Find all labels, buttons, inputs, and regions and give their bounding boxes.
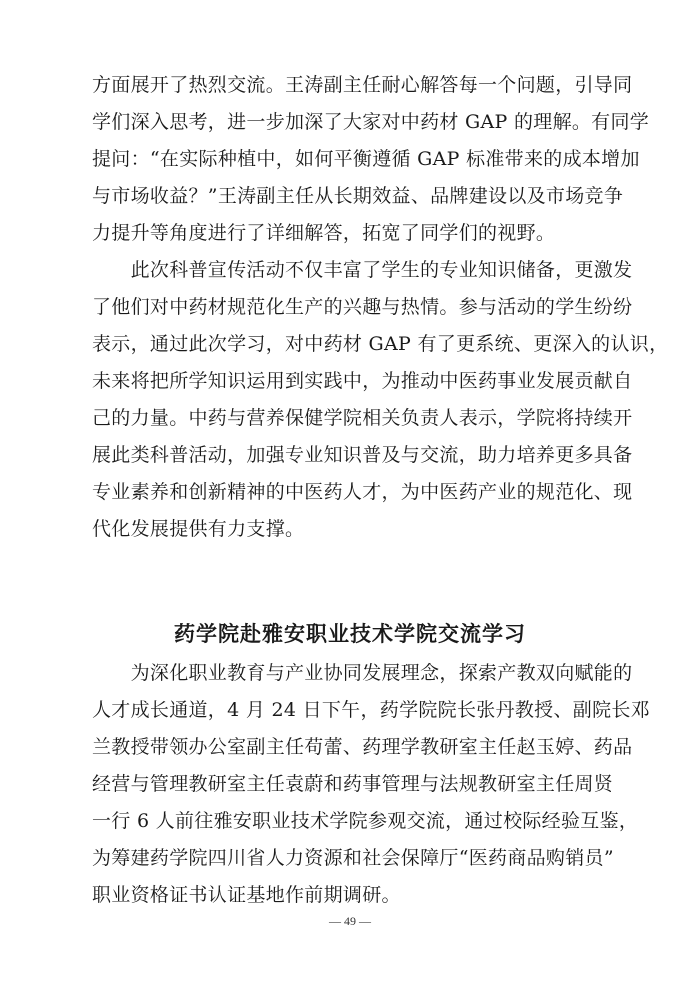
text-line: 未来将把所学知识运用到实践中，为推动中医药事业发展贡献自 (92, 370, 633, 392)
text-line: 一行 6 人前往雅安职业技术学院参观交流，通过校际经验互鉴， (92, 810, 639, 832)
text-line: 与市场收益？”王涛副主任从长期效益、品牌建设以及市场竞争 (92, 185, 624, 207)
text-line: 提问：“在实际种植中，如何平衡遵循 GAP 标准带来的成本增加 (92, 148, 640, 170)
text-line: 己的力量。中药与营养保健学院相关负责人表示，学院将持续开 (92, 407, 633, 429)
text-line: 兰教授带领办公室副主任苟蕾、药理学教研室主任赵玉婷、药品 (92, 736, 633, 758)
text-line: 学们深入思考，进一步加深了大家对中药材 GAP 的理解。有同学 (92, 111, 650, 133)
page-number: — 49 — (329, 914, 371, 928)
section-title: 药学院赴雅安职业技术学院交流学习 (174, 622, 526, 646)
text-line: 专业素养和创新精神的中医药人才，为中医药产业的规范化、现 (92, 481, 633, 503)
text-line: 力提升等角度进行了详细解答，拓宽了同学们的视野。 (92, 222, 556, 244)
text-line: 表示，通过此次学习，对中药材 GAP 有了更系统、更深入的认识， (92, 333, 669, 355)
text-line: 经营与管理教研室主任袁蔚和药事管理与法规教研室主任周贤 (92, 773, 614, 795)
text-line: 职业资格证书认证基地作前期调研。 (92, 884, 401, 906)
paragraph-activity-summary (92, 252, 669, 548)
text-line: 展此类科普活动，加强专业知识普及与交流，助力培养更多具备 (92, 444, 633, 466)
text-line: 为深化职业教育与产业协同发展理念，探索产教双向赋能的 (92, 662, 633, 684)
text-line: 方面展开了热烈交流。王涛副主任耐心解答每一个问题，引导同 (92, 74, 633, 96)
paragraph-gap-discussion (92, 67, 650, 252)
text-line: 人才成长通道，4 月 24 日下午，药学院院长张丹教授、副院长邓 (92, 699, 650, 721)
paragraph-exchange-visit (92, 655, 650, 914)
text-line: 此次科普宣传活动不仅丰富了学生的专业知识储备，更激发 (92, 259, 633, 281)
text-line: 了他们对中药材规范化生产的兴趣与热情。参与活动的学生纷纷 (92, 296, 633, 318)
text-line: 为筹建药学院四川省人力资源和社会保障厅“医药商品购销员” (92, 847, 614, 869)
text-line: 代化发展提供有力支撑。 (92, 518, 305, 540)
